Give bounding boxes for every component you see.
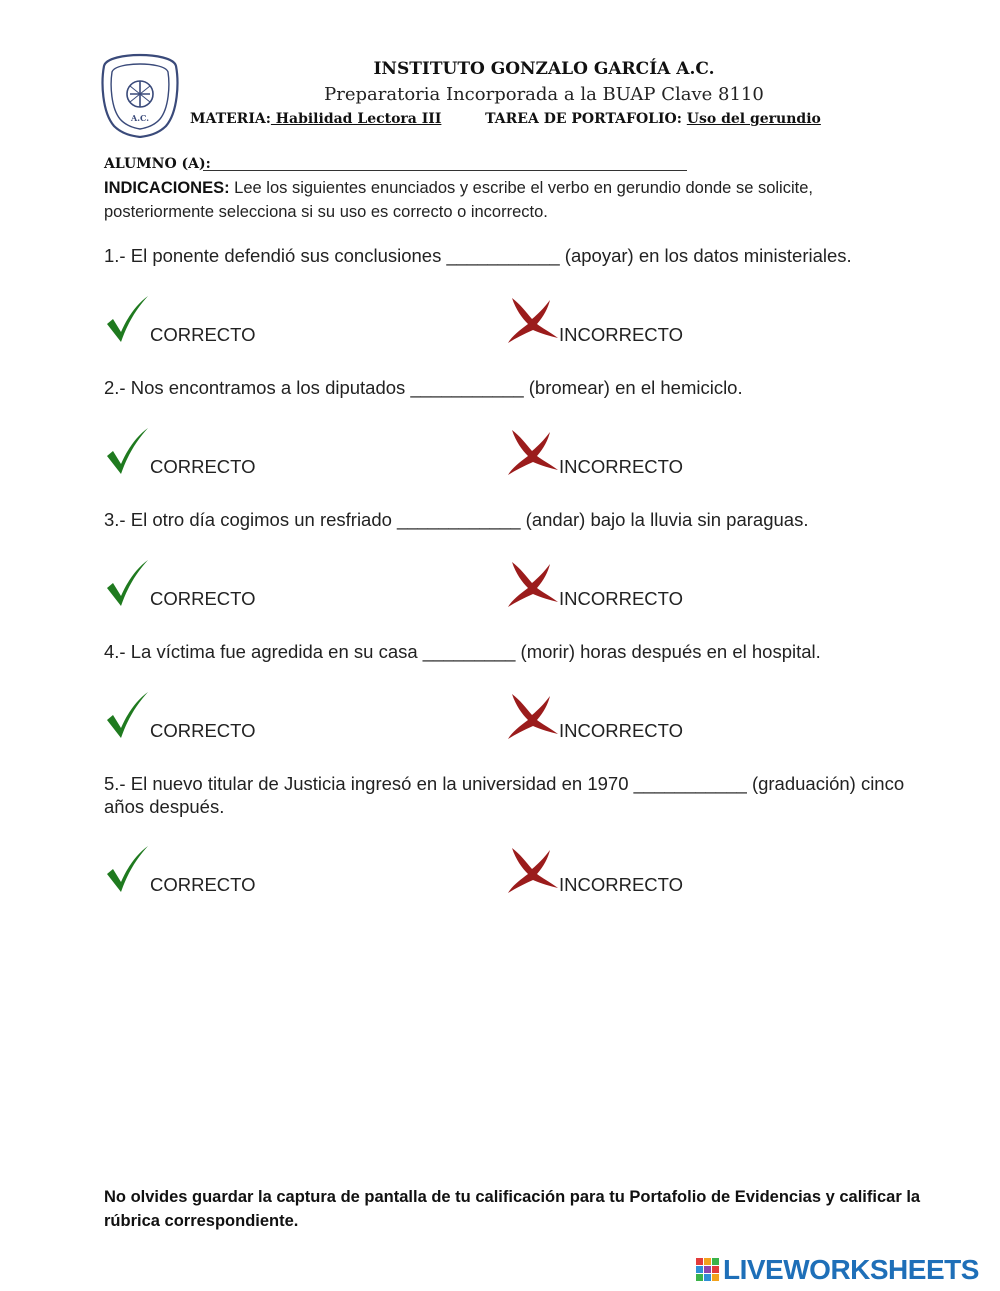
- option-incorrect-3[interactable]: INCORRECTO: [559, 588, 684, 609]
- instructions-text: Lee los siguientes enunciados y escribe el verbo en gerundio donde se solicite, posteriormente selecciona si su uso es correcto o incorrecto.: [104, 179, 813, 221]
- check-icon[interactable]: [104, 690, 150, 740]
- check-icon[interactable]: [104, 294, 150, 344]
- tarea-label: TAREA DE PORTAFOLIO:: [485, 111, 682, 127]
- option-correct-3[interactable]: CORRECTO: [150, 588, 256, 609]
- check-icon[interactable]: [104, 844, 150, 894]
- school-seal-logo: [100, 52, 180, 138]
- question-5: 5.- El nuevo titular de Justicia ingresó en la universidad en 1970 ___________ (graduación) cinco años después.: [104, 773, 905, 817]
- option-correct-1[interactable]: CORRECTO: [150, 324, 256, 345]
- cross-icon[interactable]: [506, 692, 560, 742]
- instructions-label: INDICACIONES:: [104, 179, 230, 197]
- option-correct-4[interactable]: CORRECTO: [150, 720, 256, 741]
- cross-icon[interactable]: [506, 846, 560, 896]
- option-correct-2[interactable]: CORRECTO: [150, 456, 256, 477]
- student-name-label: ALUMNO (A):: [104, 156, 211, 172]
- materia-value: Habilidad Lectora III: [270, 111, 442, 127]
- option-incorrect-2[interactable]: INCORRECTO: [559, 456, 684, 477]
- institution-name: INSTITUTO GONZALO GARCÍA A.C.: [373, 59, 715, 79]
- option-incorrect-5[interactable]: INCORRECTO: [559, 874, 684, 895]
- cross-icon[interactable]: [506, 428, 560, 478]
- cross-icon[interactable]: [506, 296, 560, 346]
- cross-icon[interactable]: [506, 560, 560, 610]
- option-incorrect-1[interactable]: INCORRECTO: [559, 324, 684, 345]
- question-4: 4.- La víctima fue agredida en su casa _________ (morir) horas después en el hospital.: [104, 641, 821, 662]
- question-3: 3.- El otro día cogimos un resfriado ____________ (andar) bajo la lluvia sin paraguas.: [104, 509, 809, 530]
- question-1: 1.- El ponente defendió sus conclusiones ___________ (apoyar) en los datos ministeriales.: [104, 245, 852, 266]
- liveworksheets-blocks-icon: [696, 1258, 720, 1282]
- liveworksheets-wordmark: LIVEWORKSHEETS: [723, 1254, 979, 1285]
- svg-text:A.C.: A.C.: [130, 113, 150, 123]
- tarea-value: Uso del gerundio: [686, 111, 821, 127]
- instructions: [104, 176, 904, 224]
- preparatoria-line: Preparatoria Incorporada a la BUAP Clave 8110: [324, 84, 764, 105]
- check-icon[interactable]: [104, 426, 150, 476]
- question-2: 2.- Nos encontramos a los diputados ___________ (bromear) en el hemiciclo.: [104, 377, 743, 398]
- materia-line: [190, 111, 821, 127]
- check-icon[interactable]: [104, 558, 150, 608]
- option-correct-5[interactable]: CORRECTO: [150, 874, 256, 895]
- footer-note: No olvides guardar la captura de pantalla de tu calificación para tu Portafolio de Evidencias y calificar la rúbrica correspondiente.: [104, 1188, 921, 1230]
- materia-label: MATERIA:: [190, 111, 271, 127]
- option-incorrect-4[interactable]: INCORRECTO: [559, 720, 684, 741]
- student-name-blank[interactable]: [203, 170, 687, 171]
